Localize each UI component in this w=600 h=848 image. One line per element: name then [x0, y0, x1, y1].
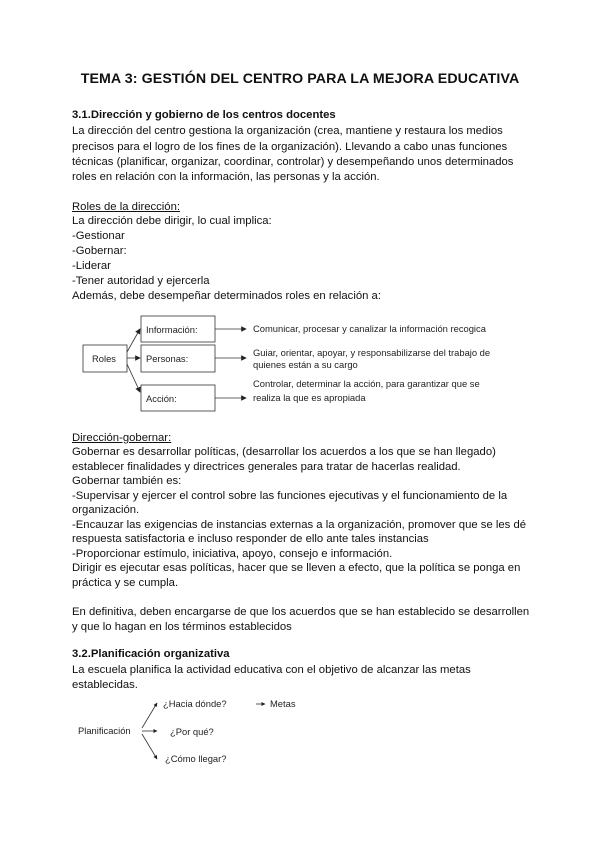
gobernar-line: organización. — [72, 504, 140, 516]
roles-connector — [127, 329, 140, 352]
roles-connector — [127, 364, 140, 392]
page-title: TEMA 3: GESTIÓN DEL CENTRO PARA LA MEJORA EDUCATIVA — [80, 71, 520, 87]
role-desc-accion: realiza la que es apropiada — [253, 392, 366, 403]
roles-list-item: -Gobernar: — [72, 245, 127, 257]
roles-list-item: -Gestionar — [72, 230, 125, 242]
gobernar-line: Dirigir es ejecutar esas políticas, hacer que se lleven a efecto, que la política se ponga en — [72, 562, 521, 574]
gobernar-line: -Proporcionar estímulo, iniciativa, apoyo, consejo e información. — [72, 548, 393, 560]
role-label-personas: Personas: — [146, 353, 189, 364]
plan-connector — [142, 703, 157, 728]
conclusion-line: y que lo hagan en los términos establecidos — [72, 621, 292, 633]
planificacion-intro-line: establecidas. — [72, 679, 138, 691]
role-desc-informacion: Comunicar, procesar y canalizar la información recogica — [253, 323, 486, 334]
role-label-accion: Acción: — [146, 393, 177, 404]
roles-heading: Roles de la dirección: — [72, 201, 181, 213]
roles-diagram — [83, 316, 490, 411]
plan-target-metas: Metas — [270, 698, 296, 709]
roles-list-item: -Liderar — [72, 260, 111, 272]
gobernar-line: Gobernar es desarrollar políticas, (desarrollar los acuerdos a los que se han llegado) — [72, 446, 496, 458]
intro-line: roles en relación con la información, las personas y la acción. — [72, 171, 380, 183]
gobernar-line: -Encauzar las exigencias de instancias externas a la organización, promover que se les dé — [72, 519, 527, 531]
conclusion-line: En definitiva, deben encargarse de que los acuerdos que se han establecido se desarrollen — [72, 606, 530, 618]
plan-branch-como-llegar: ¿Cómo llegar? — [165, 753, 227, 764]
planificacion-intro-line: La escuela planifica la actividad educativa con el objetivo de alcanzar las metas — [72, 664, 471, 676]
roles-after: Además, debe desempeñar determinados roles en relación a: — [72, 290, 381, 302]
section-heading-direccion: 3.1.Dirección y gobierno de los centros docentes — [72, 109, 336, 121]
section-heading-planificacion: 3.2.Planificación organizativa — [72, 648, 230, 660]
gobernar-line: respuesta satisfactoria e incluso responder de ello ante tales instancias — [72, 533, 429, 545]
role-desc-personas: Guiar, orientar, apoyar, y responsabilizarse del trabajo de — [253, 347, 491, 358]
planificacion-diagram — [78, 698, 296, 764]
gobernar-line: práctica y se cumpla. — [72, 577, 179, 589]
intro-line: La dirección del centro gestiona la organización (crea, mantiene y restaura los medios — [72, 125, 503, 137]
plan-branch-por-que: ¿Por qué? — [170, 726, 214, 737]
plan-branch-hacia-donde: ¿Hacia dónde? — [163, 698, 227, 709]
plan-root-label: Planificación — [78, 725, 131, 736]
roles-list-item: -Tener autoridad y ejercerla — [72, 275, 210, 287]
gobernar-line: establecer finalidades y directrices generales para tratar de hacerlas realidad. — [72, 461, 461, 473]
gobernar-line: Gobernar también es: — [72, 475, 182, 487]
plan-connector — [142, 734, 157, 759]
intro-line: técnicas (planificar, organizar, coordinar, controlar) y desempeñando unos determinados — [72, 156, 514, 168]
role-label-informacion: Información: — [146, 324, 198, 335]
role-desc-accion: Controlar, determinar la acción, para garantizar que se — [253, 378, 480, 389]
roles-root-label: Roles — [92, 353, 116, 364]
role-desc-personas: quienes están a su cargo — [253, 359, 358, 370]
gobernar-line: -Supervisar y ejercer el control sobre las funciones ejecutivas y el funcionamiento de la — [72, 490, 508, 502]
gobernar-heading: Dirección-gobernar: — [72, 432, 172, 444]
roles-intro: La dirección debe dirigir, lo cual implica: — [72, 215, 272, 227]
intro-line: precisos para el logro de los fines de la organización). Llevando a cabo unas funciones — [72, 141, 508, 153]
